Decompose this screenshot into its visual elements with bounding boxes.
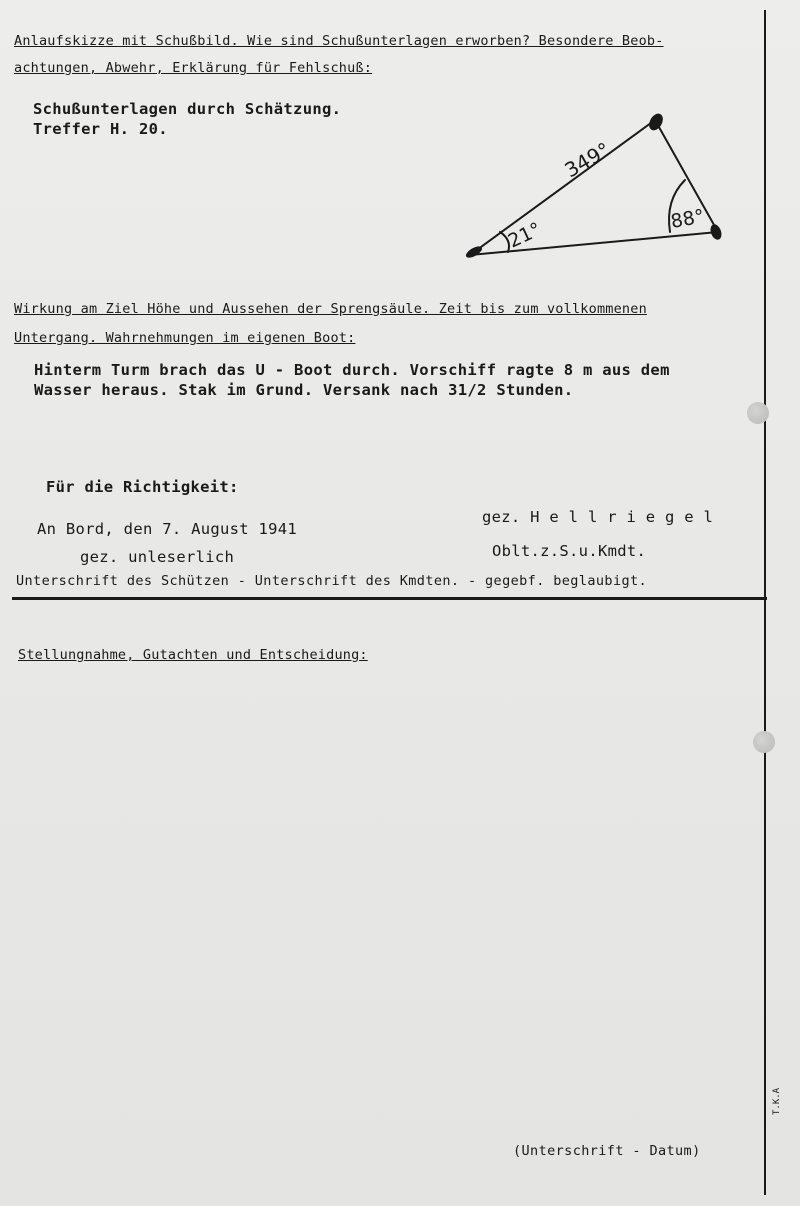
- punch-hole-upper: [747, 402, 769, 424]
- hit-text: Treffer H. 20.: [33, 120, 168, 138]
- gunner-signature: gez. unleserlich: [80, 548, 235, 566]
- sketch-label-right: 88°: [669, 205, 707, 233]
- sketch-heading-line1: Anlaufskizze mit Schußbild. Wie sind Schußunterlagen erworben? Besondere Beob-: [14, 33, 664, 49]
- punch-hole-lower: [753, 731, 775, 753]
- right-margin-rule: [764, 10, 766, 1195]
- certification-title: Für die Richtigkeit:: [46, 478, 239, 496]
- effect-heading-line2: Untergang. Wahrnehmungen im eigenen Boot:: [14, 330, 356, 346]
- commander-signature: gez. H e l l r i e g e l: [482, 508, 714, 526]
- sketch-heading-line2: achtungen, Abwehr, Erklärung für Fehlschuß:: [14, 60, 373, 76]
- firing-data-text: Schußunterlagen durch Schätzung.: [33, 100, 342, 118]
- effect-text-line1: Hinterm Turm brach das U - Boot durch. Vorschiff ragte 8 m aus dem: [34, 361, 670, 379]
- sketch-target-mark: [646, 111, 665, 133]
- commander-rank: Oblt.z.S.u.Kmdt.: [492, 542, 647, 560]
- effect-heading-line1: Wirkung am Ziel Höhe und Aussehen der Sprengsäule. Zeit bis zum vollkommenen: [14, 301, 647, 317]
- section-divider: [12, 597, 767, 600]
- sketch-label-side: 349°: [560, 137, 615, 183]
- signature-caption: Unterschrift des Schützen - Unterschrift des Kmdten. - gegebf. beglaubigt.: [16, 573, 648, 589]
- decision-signature-caption: (Unterschrift - Datum): [513, 1143, 701, 1159]
- sketch-line-upper: [470, 120, 655, 255]
- place-date: An Bord, den 7. August 1941: [37, 520, 298, 538]
- decision-heading: Stellungnahme, Gutachten und Entscheidung:: [18, 647, 368, 663]
- margin-mark: T.K.A: [772, 1087, 782, 1115]
- effect-text-line2: Wasser heraus. Stak im Grund. Versank nach 31/2 Stunden.: [34, 381, 574, 399]
- sketch-label-left: 21°: [504, 218, 545, 253]
- attack-sketch: [460, 100, 740, 270]
